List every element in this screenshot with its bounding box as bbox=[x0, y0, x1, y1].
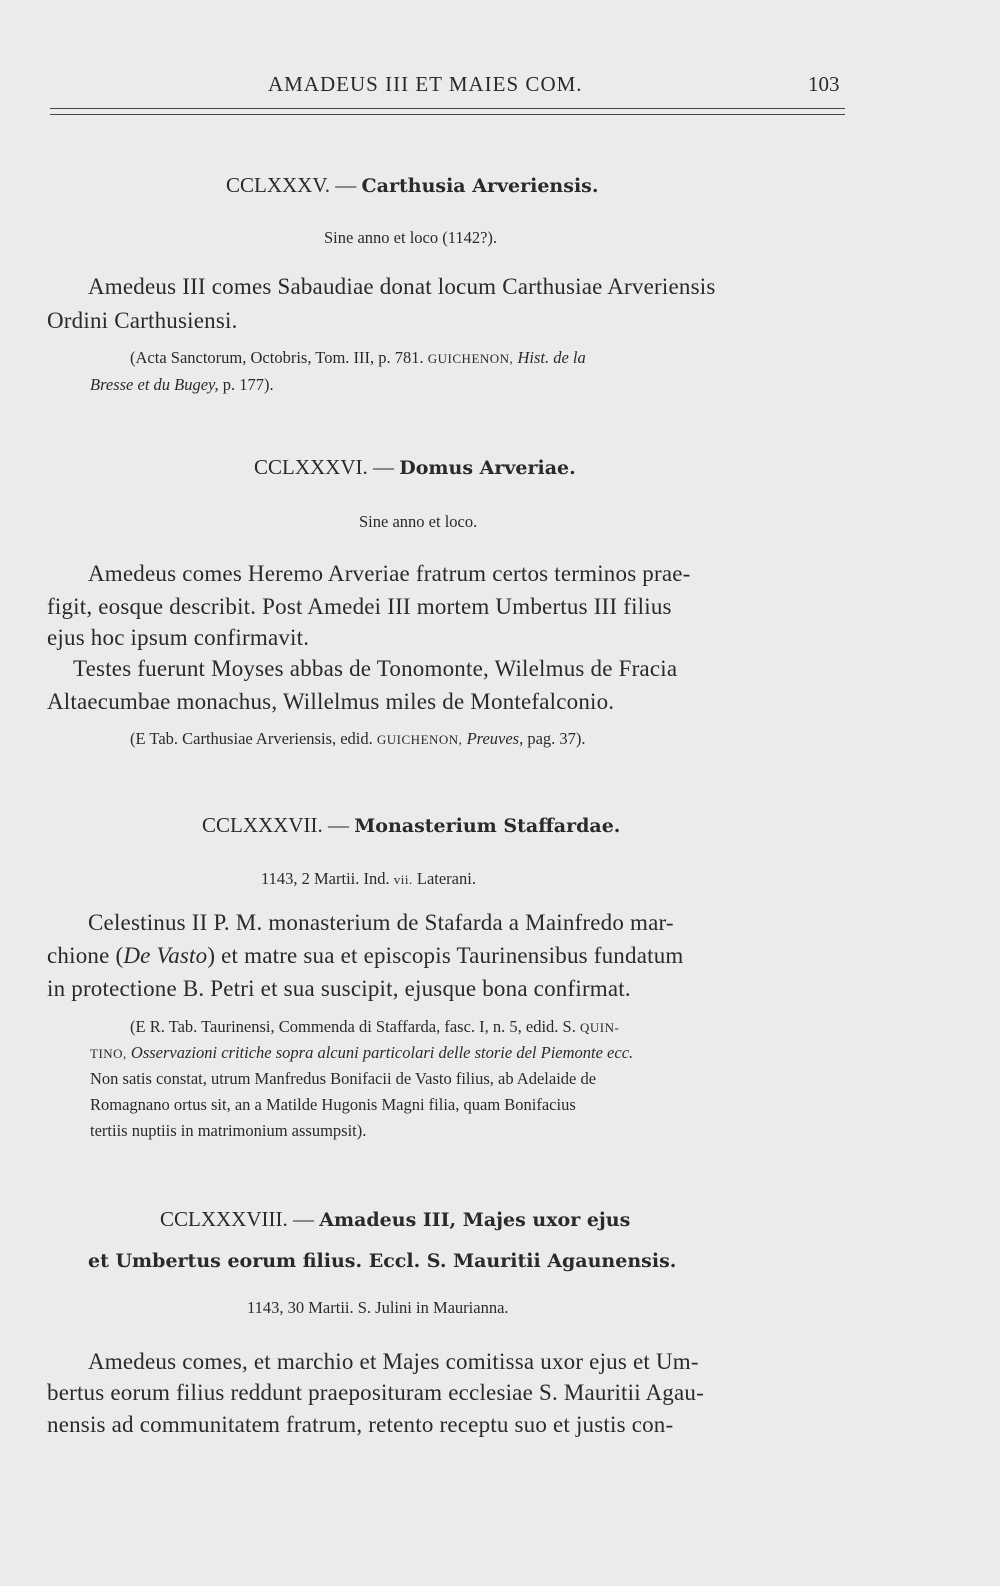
source-note-line: tertiis nuptiis in matrimonium assumpsit). bbox=[90, 1121, 367, 1140]
document-heading bbox=[254, 455, 576, 480]
document-heading-continued bbox=[88, 1248, 676, 1273]
note-work-title: Hist. de la bbox=[517, 348, 586, 367]
document-title: Carthusia Arveriensis. bbox=[361, 175, 599, 197]
note-work-title: Bresse et du Bugey, bbox=[90, 375, 219, 394]
running-header: AMADEUS III ET MAIES COM. bbox=[268, 72, 583, 96]
source-note-line bbox=[90, 375, 274, 395]
body-line: figit, eosque describit. Post Amedei III mortem Umbertus III filius bbox=[47, 594, 672, 619]
source-note-line: Romagnano ortus sit, an a Matilde Hugonis Magni filia, quam Bonifacius bbox=[90, 1095, 576, 1114]
document-number: CCLXXXVII. bbox=[202, 813, 323, 837]
document-date: Sine anno et loco (1142?). bbox=[324, 228, 498, 247]
body-line: Ordini Carthusiensi. bbox=[47, 308, 238, 333]
heading-dash: — bbox=[328, 813, 349, 837]
page-number: 103 bbox=[808, 72, 840, 96]
heading-dash: — bbox=[335, 173, 357, 197]
body-line: Amedeus comes Heremo Arveriae fratrum certos terminos prae- bbox=[88, 561, 691, 586]
document-number: CCLXXXVIII. bbox=[160, 1207, 288, 1231]
body-italic: De Vasto bbox=[123, 943, 208, 968]
body-line: bertus eorum filius reddunt praeposituram ecclesiae S. Mauritii Agau- bbox=[47, 1380, 704, 1405]
source-note-line bbox=[130, 1017, 619, 1037]
note-text: p. 177). bbox=[222, 375, 274, 394]
body-line bbox=[47, 943, 684, 969]
note-author: GUICHENON, bbox=[376, 732, 463, 747]
note-text: (E Tab. Carthusiae Arveriensis, edid. bbox=[130, 729, 373, 748]
date-place: Laterani. bbox=[416, 869, 476, 888]
heading-dash: — bbox=[292, 1207, 314, 1231]
note-author: QUIN- bbox=[579, 1020, 620, 1035]
document-number: CCLXXXV. bbox=[226, 173, 331, 197]
body-text: ) et matre sua et episcopis Taurinensibus fundatum bbox=[207, 943, 684, 968]
document-title: Domus Arveriae. bbox=[399, 457, 576, 479]
note-author: GUICHENON, bbox=[427, 351, 514, 366]
body-line: in protectione B. Petri et sua suscipit, ejusque bona confirmat. bbox=[47, 976, 631, 1001]
body-line: ejus hoc ipsum confirmavit. bbox=[47, 625, 310, 650]
heading-dash: — bbox=[373, 455, 394, 479]
date-indiction: vii. bbox=[393, 872, 413, 887]
document-date: 1143, 30 Martii. S. Julini in Maurianna. bbox=[247, 1298, 509, 1317]
note-work-title: Osservazioni critiche sopra alcuni particolari delle storie del Piemonte ecc. bbox=[130, 1043, 634, 1062]
document-number: CCLXXXVI. bbox=[254, 455, 368, 479]
document-heading bbox=[226, 173, 598, 198]
document-title: Monasterium Staffardae. bbox=[354, 815, 621, 837]
source-note-line bbox=[130, 729, 586, 749]
document-heading bbox=[160, 1207, 630, 1232]
document-heading bbox=[202, 813, 620, 838]
document-date: Sine anno et loco. bbox=[359, 512, 478, 531]
body-line: Amedeus comes, et marchio et Majes comitissa uxor ejus et Um- bbox=[88, 1349, 699, 1374]
body-line: nensis ad communitatem fratrum, retento receptu suo et justis con- bbox=[47, 1412, 674, 1437]
header-rule-thin bbox=[50, 114, 845, 115]
document-title: et Umbertus eorum filius. Eccl. S. Mauritii Agaunensis. bbox=[88, 1250, 677, 1272]
source-note-line: Non satis constat, utrum Manfredus Bonifacii de Vasto filius, ab Adelaide de bbox=[90, 1069, 597, 1088]
body-line: Altaecumbae monachus, Willelmus miles de Montefalconio. bbox=[47, 689, 615, 714]
body-text: chione ( bbox=[47, 943, 124, 968]
source-note-line bbox=[90, 1043, 633, 1063]
note-author: TINO, bbox=[90, 1046, 127, 1061]
note-work-title: Preuves, bbox=[466, 729, 524, 748]
header-rule bbox=[50, 108, 845, 109]
body-line: Testes fuerunt Moyses abbas de Tonomonte, Wilelmus de Fracia bbox=[73, 656, 678, 681]
document-date bbox=[261, 869, 476, 889]
note-text: (E R. Tab. Taurinensi, Commenda di Staffarda, fasc. I, n. 5, edid. S. bbox=[130, 1017, 576, 1036]
date-text: 1143, 2 Martii. Ind. bbox=[261, 869, 390, 888]
body-line: Celestinus II P. M. monasterium de Stafarda a Mainfredo mar- bbox=[88, 910, 674, 935]
source-note-line bbox=[130, 348, 586, 368]
document-title: Amadeus III, Majes uxor ejus bbox=[319, 1209, 631, 1231]
note-text: pag. 37). bbox=[527, 729, 586, 748]
note-text: (Acta Sanctorum, Octobris, Tom. III, p. 781. bbox=[130, 348, 424, 367]
body-line: Amedeus III comes Sabaudiae donat locum Carthusiae Arveriensis bbox=[88, 274, 716, 299]
